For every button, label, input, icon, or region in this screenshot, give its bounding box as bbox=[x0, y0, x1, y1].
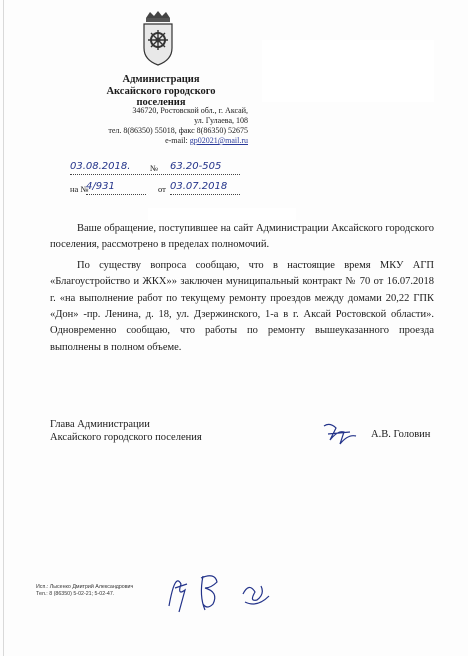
organization-address bbox=[72, 106, 248, 146]
executor-phone: Тел.: 8 (86350) 5-02-21; 5-02-47. bbox=[36, 591, 115, 597]
email-line bbox=[72, 136, 248, 146]
email-label: e-mail: bbox=[165, 136, 188, 145]
handwritten-signature bbox=[320, 420, 360, 448]
redacted-line bbox=[148, 208, 296, 220]
letter-body bbox=[50, 221, 434, 360]
signatory-name: А.В. Головин bbox=[371, 429, 431, 440]
email-link[interactable]: gp02021@mail.ru bbox=[189, 136, 248, 145]
coat-of-arms-icon bbox=[140, 10, 176, 66]
body-paragraph: По существу вопроса сообщаю, что в настоящие время МКУ АГП «Благоустройство и ЖКХ»» заключен муниципальный контракт № 70 от 16.07.2018 г. «на выполнение работ по текущему ремонту проездов между домами 20,22 ГПК «Дон» -пр. Ленина, д. 18, ул. Дзержинского, 1-а в г. Аксай Ростовской области». Одновременно сообщаю, что работы по ремонту вышеуказанного проезда выполнены в полном объеме. bbox=[50, 259, 434, 353]
org-line: Аксайского городского bbox=[106, 85, 216, 97]
organization-name bbox=[88, 74, 234, 109]
signatory-title bbox=[50, 419, 202, 444]
reference-number bbox=[70, 182, 240, 196]
org-line: поселения bbox=[136, 97, 186, 108]
outgoing-number bbox=[70, 161, 240, 175]
address-line: ул. Гулаева, 108 bbox=[194, 116, 248, 125]
dotted-underline bbox=[70, 174, 240, 175]
outgoing-date: 03.08.2018. bbox=[70, 161, 131, 172]
reference-label: на № bbox=[70, 184, 89, 194]
executor-name: Исп.: Лысенко Дмитрий Александрович bbox=[36, 584, 134, 590]
address-line: 346720, Ростовской обл., г. Аксай, bbox=[132, 106, 248, 115]
outgoing-reg-number: 63.20-505 bbox=[170, 161, 222, 172]
signatory-position: Глава Администрации bbox=[50, 419, 150, 430]
approval-signatures bbox=[165, 566, 275, 616]
body-paragraph: Ваше обращение, поступившее на сайт Администрации Аксайского городского поселения, рассмотрено в пределах полномочий. bbox=[50, 223, 434, 251]
redacted-addressee bbox=[262, 40, 434, 102]
signatory-organization: Аксайского городского поселения bbox=[50, 431, 202, 443]
executor-info bbox=[36, 584, 133, 598]
number-symbol: № bbox=[150, 163, 159, 173]
phone-line: тел. 8(86350) 55018, факс 8(86350) 52675 bbox=[108, 126, 248, 135]
reference-reg-number: 4/931 bbox=[86, 181, 146, 195]
reference-date: 03.07.2018 bbox=[170, 181, 240, 195]
scan-edge bbox=[3, 0, 4, 656]
reference-from-label: от bbox=[158, 184, 166, 194]
org-line: Администрация bbox=[122, 74, 200, 85]
